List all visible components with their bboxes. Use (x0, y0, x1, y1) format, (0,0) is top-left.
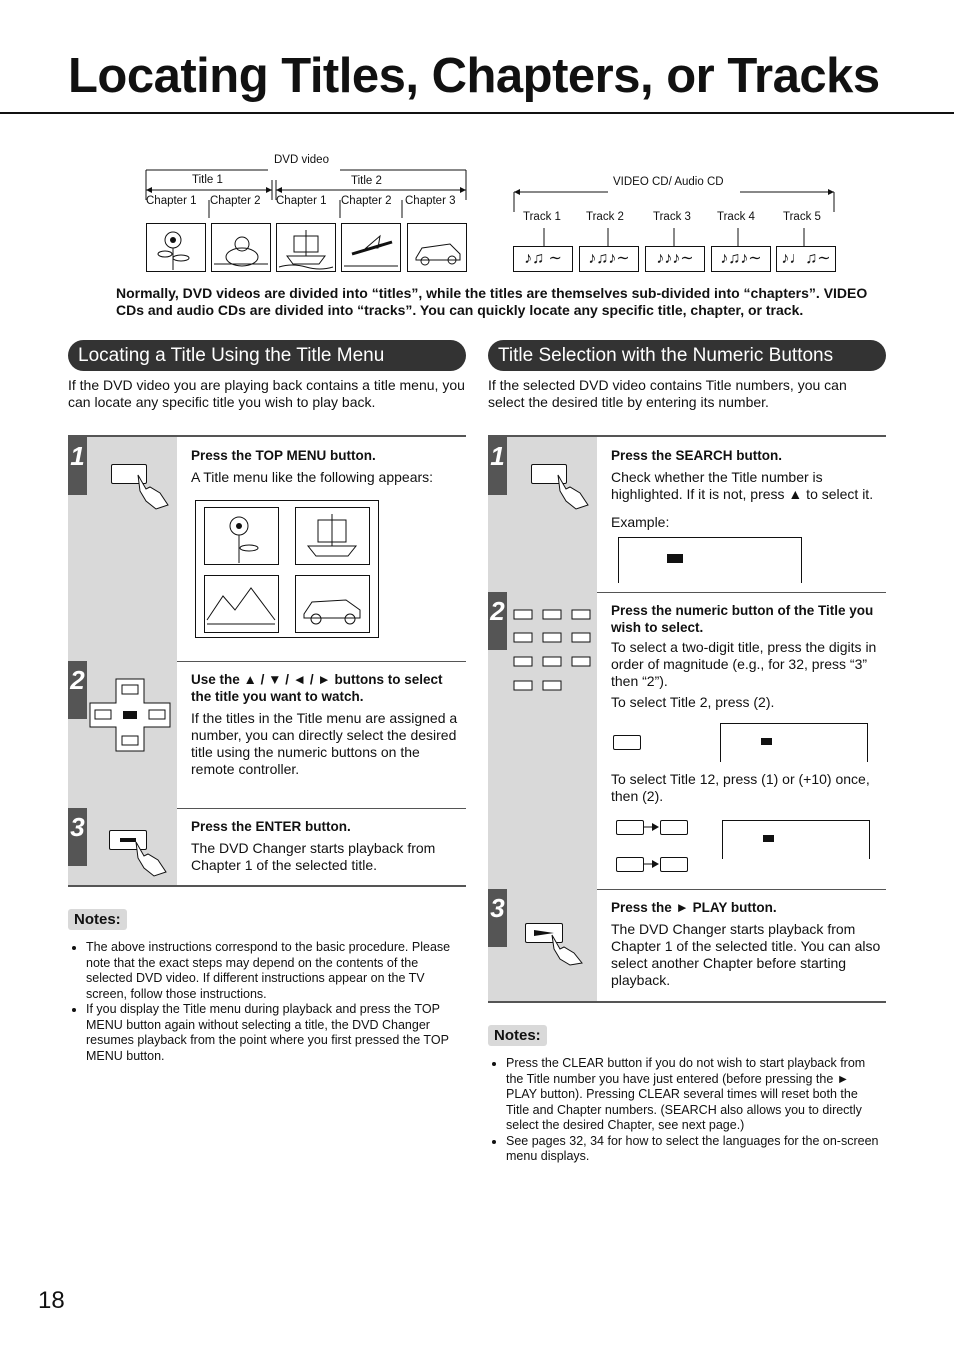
right-section-heading: Title Selection with the Numeric Buttons (488, 340, 886, 371)
dvd-title-2-label: Title 2 (351, 175, 382, 187)
arrow-right-icon (643, 821, 659, 833)
digit-button-illustration (660, 820, 688, 835)
music-notes-icon: ♪♫♪∼ (579, 246, 639, 272)
step-body: A Title menu like the following appears: (191, 469, 434, 485)
pressing-hand-icon (546, 931, 590, 967)
numeric-keypad-icon (512, 606, 592, 696)
pressing-hand-icon (132, 471, 176, 511)
pressing-hand-icon (552, 471, 596, 511)
step-heading: Press the ► PLAY button. (611, 900, 777, 915)
title-menu-example (195, 500, 379, 638)
ship-picture-icon (295, 507, 370, 565)
sunflower-picture-icon (204, 507, 279, 565)
dvd-video-label: DVD video (274, 154, 329, 166)
music-notes-icon: ♪♫♪∼ (711, 246, 771, 272)
right-step-2 (488, 592, 886, 890)
note-item: • Press the CLEAR button if you do not wish to start playback from the Title number you have just entered (before pressing the ► PLAY button). Pressing CLEAR several times will reset both the Title and Chapter numbers. (SEARCH also allows you to directly select the desired Chapter, see next page.) (506, 1056, 882, 1134)
notes-label: Notes: (68, 909, 127, 930)
left-notes (68, 909, 460, 1064)
step-number: 1 (68, 437, 87, 495)
music-notes-icon: ♪♫ ∼ (513, 246, 573, 272)
step-heading: Use the ▲ / ▼ / ◄ / ► buttons to select the title you want to watch. (191, 672, 443, 704)
pressing-hand-icon (130, 838, 174, 878)
dvd-chapter-label: Chapter 3 (405, 195, 456, 207)
right-step-1 (488, 437, 886, 593)
ship-picture-icon (276, 223, 336, 272)
plus10-button-illustration (616, 857, 644, 872)
step-extra: Example: (611, 514, 670, 530)
note-item: • The above instructions correspond to the basic procedure. Please note that the exact steps may depend on the contents of the selected DVD video. If different instructions appear on the TV screen, follow those instructions. (86, 940, 460, 1002)
step-heading: Press the SEARCH button. (611, 448, 783, 463)
right-section-intro: If the selected DVD video contains Title numbers, you can select the desired title by entering its number. (488, 377, 847, 410)
step-extra: To select Title 2, press (2). (611, 694, 775, 710)
step-heading: Press the TOP MENU button. (191, 448, 376, 463)
vcd-label: VIDEO CD/ Audio CD (613, 176, 724, 188)
step-heading: Press the ENTER button. (191, 819, 351, 834)
title-2-screen (720, 723, 868, 762)
page-title: Locating Titles, Chapters, or Tracks (68, 49, 880, 103)
notes-label: Notes: (488, 1025, 547, 1046)
step-number: 3 (68, 808, 87, 866)
dvd-brackets (140, 160, 470, 220)
step-body: Check whether the Title number is highlighted. If it is not, press ▲ to select it. (611, 469, 874, 502)
left-section-intro: If the DVD video you are playing back contains a title menu, you can locate any specific title you wish to play back. (68, 377, 465, 410)
title-number-indicator (761, 738, 772, 745)
arrow-right-icon (643, 858, 659, 870)
step-number: 2 (488, 592, 507, 650)
title-divider (0, 112, 954, 114)
vcd-track-label: Track 1 (523, 211, 561, 223)
page-number: 18 (38, 1287, 65, 1314)
step-extra2: To select Title 12, press (1) or (+10) once, then (2). (611, 771, 870, 804)
note-item: • See pages 32, 34 for how to select the languages for the on-screen menu displays. (506, 1134, 882, 1165)
note-item: • If you display the Title menu during playback and press the TOP MENU button again without selecting a title, the DVD Changer resumes playback from the point where you first pressed the TOP MENU button. (86, 1002, 460, 1064)
digit-button-illustration (660, 857, 688, 872)
step-body: If the titles in the Title menu are assigned a number, you can directly select the desired title using the numeric buttons on the remote controller. (191, 710, 458, 777)
sunflower-picture-icon (146, 223, 206, 272)
right-step-3 (488, 889, 886, 1003)
title-number-indicator (763, 835, 774, 842)
step-body: To select a two-digit title, press the digits in order of magnitude (e.g., for 32, press “3” then “2”). (611, 639, 877, 689)
dvd-title-1-label: Title 1 (192, 174, 223, 186)
vcd-track-label: Track 5 (783, 211, 821, 223)
step-number: 3 (488, 889, 507, 947)
step-body: The DVD Changer starts playback from Chapter 1 of the selected title. You can also select another Chapter before starting playback. (611, 921, 881, 988)
left-step-3 (68, 808, 466, 887)
airplane-picture-icon (341, 223, 401, 272)
music-notes-icon: ♪♪♪∼ (645, 246, 705, 272)
vcd-track-label: Track 2 (586, 211, 624, 223)
digit-button-illustration (616, 820, 644, 835)
car-picture-icon (295, 575, 370, 633)
dvd-chapter-label: Chapter 1 (146, 195, 197, 207)
cat-picture-icon (211, 223, 271, 272)
right-steps (488, 435, 886, 1003)
music-notes-icon: ♪♩♫∼ (776, 246, 836, 272)
car-picture-icon (407, 223, 467, 272)
title-12-screen (722, 820, 870, 859)
step-heading: Press the numeric button of the Title you wish to select. (611, 603, 874, 635)
left-section-heading: Locating a Title Using the Title Menu (68, 340, 466, 371)
intro-paragraph: Normally, DVD videos are divided into “titles”, while the titles are themselves sub-divided into “chapters”. VIDEO CDs and audio CDs are divided into “tracks”. You can quickly locate any specific title, chapter, or track. (116, 285, 868, 318)
left-steps (68, 435, 466, 887)
example-screen (618, 537, 802, 583)
left-step-2 (68, 661, 466, 809)
vcd-track-label: Track 4 (717, 211, 755, 223)
dvd-chapter-label: Chapter 1 (276, 195, 327, 207)
dvd-chapter-label: Chapter 2 (341, 195, 392, 207)
step-number: 1 (488, 437, 507, 495)
step-body: The DVD Changer starts playback from Chapter 1 of the selected title. (191, 840, 436, 873)
dvd-chapter-label: Chapter 2 (210, 195, 261, 207)
step-number: 2 (68, 661, 87, 719)
right-notes (488, 1025, 882, 1165)
cursor-buttons-icon (86, 675, 172, 755)
digit-button-illustration (613, 735, 641, 750)
mountain-picture-icon (204, 575, 279, 633)
vcd-track-label: Track 3 (653, 211, 691, 223)
highlight-indicator (667, 554, 683, 563)
left-step-1 (68, 437, 466, 662)
